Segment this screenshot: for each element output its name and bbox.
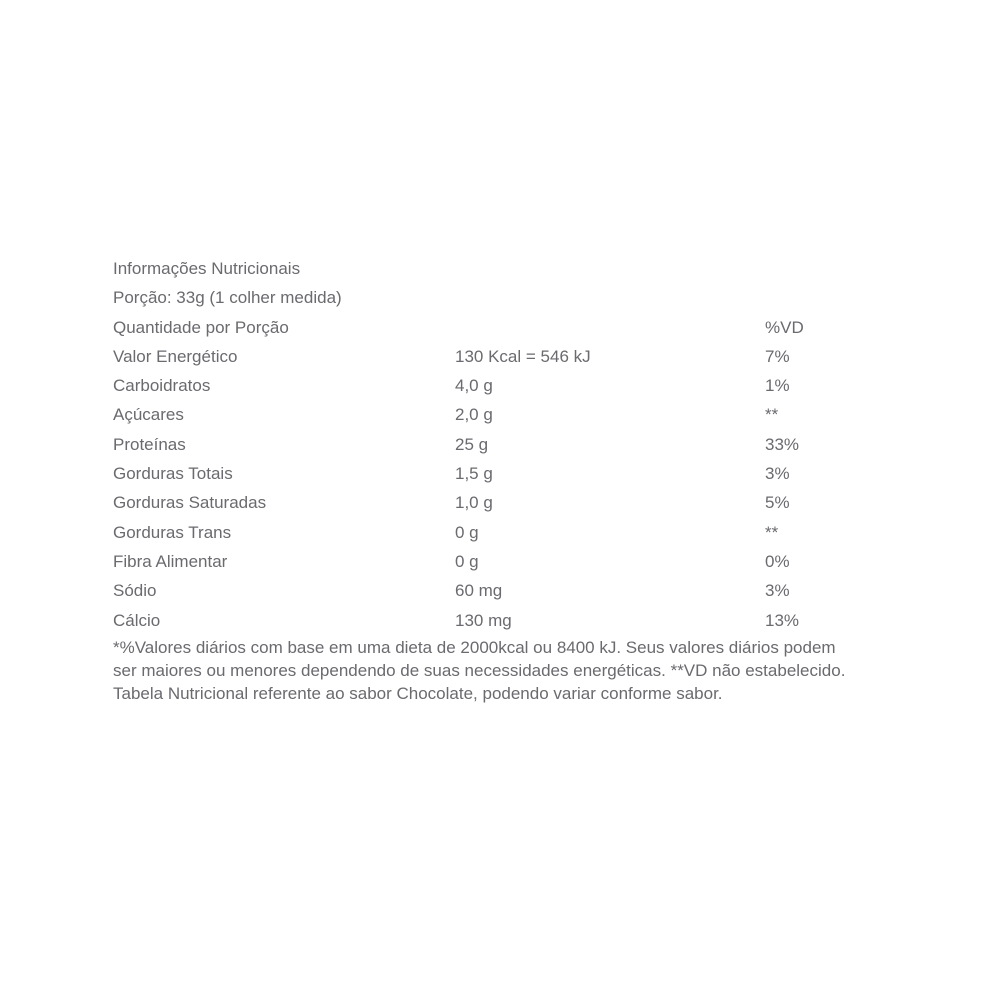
serving-size: Porção: 33g (1 colher medida) — [113, 288, 342, 308]
nutrient-dv: 5% — [765, 493, 790, 513]
table-header-row — [113, 313, 861, 342]
table-row — [113, 488, 861, 517]
table-row — [113, 459, 861, 488]
amount-header-empty — [455, 313, 765, 342]
table-row — [113, 342, 861, 371]
daily-value-header: %VD — [765, 317, 804, 337]
table-row — [113, 430, 861, 459]
nutrient-amount: 130 Kcal = 546 kJ — [455, 346, 591, 366]
table-row — [113, 371, 861, 400]
flavor-footnote: Tabela Nutricional referente ao sabor Chocolate, podendo variar conforme sabor. — [113, 684, 723, 704]
nutrient-dv: 3% — [765, 464, 790, 484]
nutrient-dv: 7% — [765, 346, 790, 366]
nutrient-dv: 13% — [765, 610, 800, 630]
nutrition-label — [113, 254, 861, 706]
nutrient-amount: 4,0 g — [455, 376, 493, 396]
label-title: Informações Nutricionais — [113, 259, 301, 278]
nutrient-amount: 130 mg — [455, 610, 512, 630]
quantity-per-serving-header: Quantidade por Porção — [113, 317, 289, 337]
table-row — [113, 606, 861, 635]
nutrient-name: Gorduras Saturadas — [113, 493, 267, 513]
nutrient-amount: 60 mg — [455, 581, 503, 601]
nutrient-name: Sódio — [113, 581, 157, 601]
nutrient-amount: 0 g — [455, 522, 479, 542]
nutrient-amount: 1,0 g — [455, 493, 493, 513]
nutrient-name: Cálcio — [113, 610, 161, 630]
nutrient-amount: 1,5 g — [455, 464, 493, 484]
nutrient-dv: 3% — [765, 581, 790, 601]
nutrient-name: Valor Energético — [113, 346, 238, 366]
nutrient-name: Proteínas — [113, 434, 186, 454]
nutrition-table-body — [113, 342, 861, 635]
nutrient-dv: 1% — [765, 376, 790, 396]
table-row — [113, 400, 861, 429]
table-row — [113, 576, 861, 605]
nutrient-amount: 25 g — [455, 434, 489, 454]
nutrient-name: Carboidratos — [113, 376, 211, 396]
table-row — [113, 547, 861, 576]
daily-values-footnote: *%Valores diários com base em uma dieta de 2000kcal ou 8400 kJ. Seus valores diários podem ser maiores ou menores dependendo de suas necessidades energéticas. **VD não estabelecido. — [113, 637, 846, 681]
nutrient-name: Gorduras Totais — [113, 464, 233, 484]
nutrient-dv: 0% — [765, 551, 790, 571]
nutrient-dv: 33% — [765, 434, 800, 454]
nutrient-name: Fibra Alimentar — [113, 551, 228, 571]
nutrient-dv: ** — [765, 405, 779, 425]
nutrient-amount: 2,0 g — [455, 405, 493, 425]
nutrient-name: Gorduras Trans — [113, 522, 232, 542]
nutrient-amount: 0 g — [455, 551, 479, 571]
nutrient-dv: ** — [765, 522, 779, 542]
table-row — [113, 518, 861, 547]
nutrient-name: Açúcares — [113, 405, 184, 425]
